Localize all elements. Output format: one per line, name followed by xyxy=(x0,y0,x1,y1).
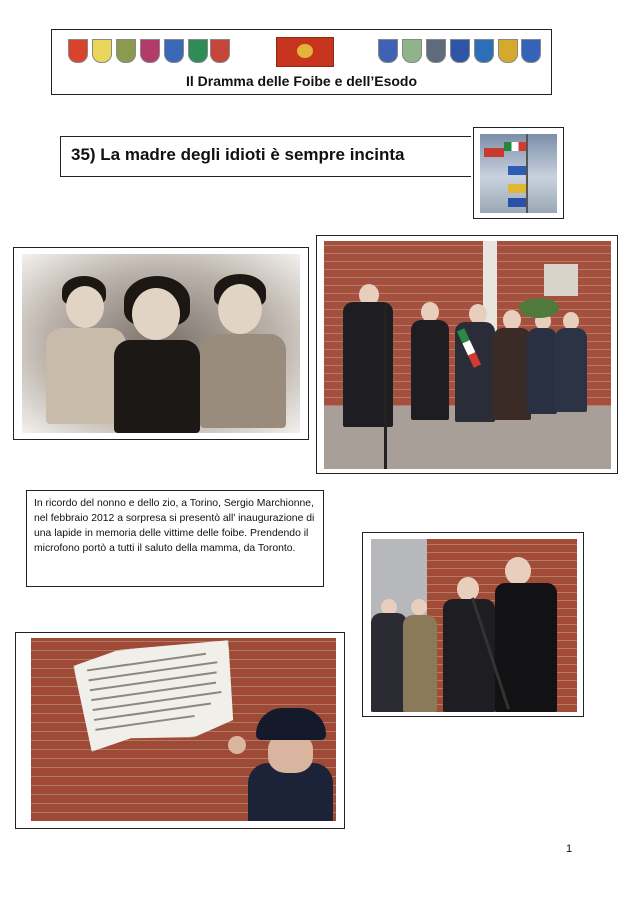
face xyxy=(457,577,479,601)
face xyxy=(503,310,521,330)
caption-box xyxy=(26,490,324,587)
person xyxy=(527,328,557,414)
mother-face xyxy=(132,288,180,340)
wreath xyxy=(519,298,559,318)
crest-icon xyxy=(450,39,470,63)
inscription-line xyxy=(88,661,217,681)
crest-icon xyxy=(378,39,398,63)
inscription-line xyxy=(90,671,217,691)
crest-icon xyxy=(68,39,88,63)
caption-text: In ricordo del nonno e dello zio, a Torino, Sergio Marchionne, nel febbraio 2012 a sorpresa si presentò all’ inaugurazione di una lapide in memoria delle vittime delle foibe. Prendendo il microfono portò a tutti il saluto della mamma, da Toronto. xyxy=(34,498,315,554)
inscription-line xyxy=(93,691,222,711)
inscription-line xyxy=(91,682,216,702)
flag-icon xyxy=(508,184,526,193)
person xyxy=(493,328,531,420)
boy-body xyxy=(200,334,286,428)
family-photo xyxy=(13,247,309,440)
officer-cap xyxy=(256,708,326,740)
memorial-plaque-photo xyxy=(15,632,345,829)
flag-icon xyxy=(508,198,526,207)
lion-of-saint-mark-icon xyxy=(276,37,334,67)
plaque xyxy=(544,264,578,296)
crest-icon xyxy=(188,39,208,63)
crest-icon xyxy=(402,39,422,63)
face xyxy=(469,304,487,324)
crest-icon xyxy=(92,39,112,63)
header-title: Il Dramma delle Foibe e dell’Esodo xyxy=(185,73,418,89)
inscription-line xyxy=(87,653,206,672)
face xyxy=(421,302,439,322)
speech-photo xyxy=(362,532,584,717)
crest-icon xyxy=(140,39,160,63)
crest-icon xyxy=(426,39,446,63)
crest-icon xyxy=(164,39,184,63)
ceremony-photo xyxy=(316,235,618,474)
header-banner xyxy=(51,29,552,95)
crest-icon xyxy=(474,39,494,63)
chapter-title-box xyxy=(60,136,471,177)
person xyxy=(411,320,449,420)
crest-icon xyxy=(498,39,518,63)
crest-icon xyxy=(521,39,541,63)
flags-photo xyxy=(473,127,564,219)
chapter-title: 35) La madre degli idioti è sempre incinta xyxy=(71,145,405,164)
microphone-stand xyxy=(384,304,387,469)
flag-icon xyxy=(508,166,526,175)
flagpole xyxy=(526,134,528,213)
person xyxy=(371,613,407,712)
crest-icon xyxy=(210,39,230,63)
officer xyxy=(403,615,437,712)
marchionne-face xyxy=(505,557,531,585)
mother-body xyxy=(114,340,200,433)
pointing-hand xyxy=(228,736,246,754)
italian-flag-icon xyxy=(504,142,526,151)
person xyxy=(555,328,587,412)
face xyxy=(411,599,427,615)
speaker xyxy=(443,599,495,712)
child-face xyxy=(66,286,104,328)
crest-icon xyxy=(116,39,136,63)
flag-icon xyxy=(484,148,504,157)
page-number: 1 xyxy=(566,843,573,855)
boy-face xyxy=(218,284,262,334)
